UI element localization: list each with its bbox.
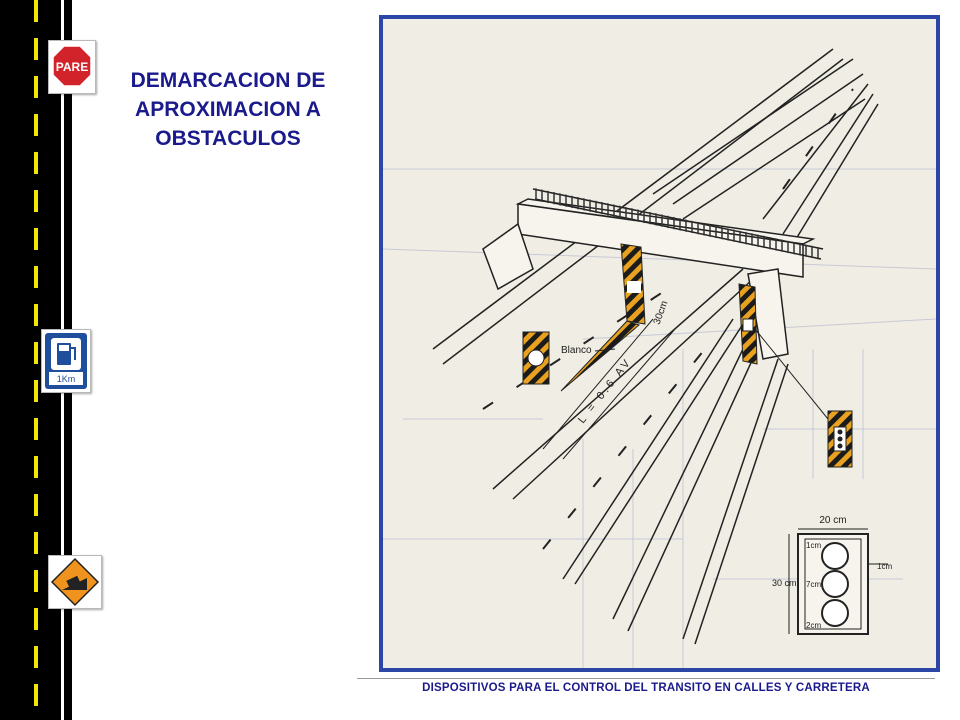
fuel-station-sign-icon (41, 329, 91, 393)
detail-1cm-top: 1cm (806, 541, 822, 550)
detail-2cm: 2cm (806, 621, 822, 630)
label-30cm: 30cm (651, 299, 671, 327)
detail-height-label: 30 cm (772, 578, 797, 588)
title-line-1: DEMARCACION DE (130, 69, 326, 92)
title-line-2: APROXIMACION A (135, 98, 321, 121)
label-blanco: Blanco (561, 345, 592, 356)
stop-sign-icon (48, 40, 96, 94)
slide-footer: DISPOSITIVOS PARA EL CONTROL DEL TRANSITO EN CALLES Y CARRETERA (422, 682, 870, 694)
detail-width-label: 20 cm (819, 515, 847, 526)
signal-detail (772, 515, 892, 634)
label-length-formula: L = 0.6 AV (575, 355, 635, 426)
stop-sign-text: PARE (55, 60, 89, 74)
detail-7cm: 7cm (806, 580, 822, 589)
slide-title (100, 66, 356, 153)
footer-divider (357, 678, 935, 679)
obstacle-approach-drawing (379, 15, 940, 672)
detail-1cm-right: 1cm (877, 562, 893, 571)
fuel-sign-distance: 1Km (56, 374, 76, 384)
truck-slope-warning-sign-icon (48, 555, 102, 609)
technical-drawing-svg (383, 19, 936, 668)
title-line-3: OBSTACULOS (155, 127, 301, 150)
